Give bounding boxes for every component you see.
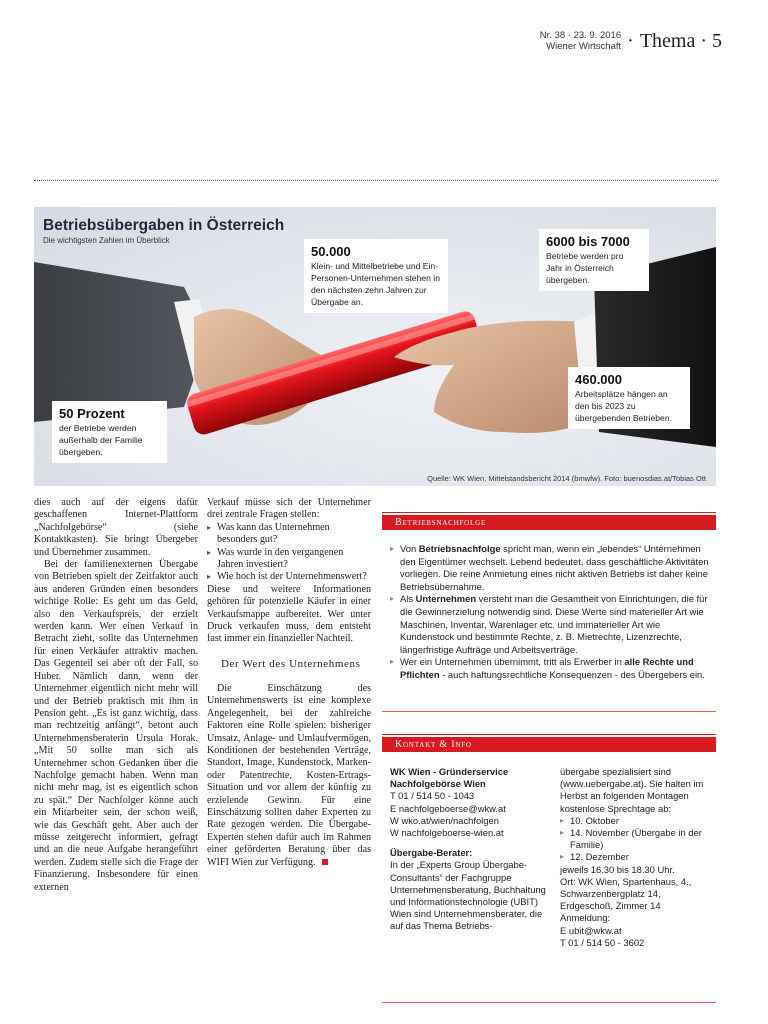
article-subheading: Der Wert des Unternehmens: [221, 657, 361, 670]
callout-50000: [304, 239, 448, 313]
list-item: ▸ Wie hoch ist der Unternehmenswert?: [207, 571, 371, 583]
callout-figure: 50.000: [311, 244, 351, 259]
article-paragraph: Verkauf müsse sich der Unternehmer drei zentrale Fragen stellen:: [207, 497, 371, 521]
list-item: ▸ 12. Dezember: [560, 851, 716, 863]
masthead: [540, 30, 722, 52]
callout-figure: 460.000: [575, 372, 622, 387]
article-column-1: [34, 497, 198, 894]
article-paragraph: Bei der familienexternen Übergabe von Betrieben spielt der Zeitfaktor auch aus anderen Gründen einen besonders wichtige Rolle: Es geht um das Geld, also den Verkaufspreis, der erzielt werden kann. Wer einen Verkauf in Betracht zieht, sollte das Unternehmen für einen Verkäufer attraktiv machen. Das Gegenteil sei aber oft der Fall, so Huber. Nämlich dann, wenn der Unternehmer eigentlich nicht mehr will und der Betrieb praktisch mit ihm in Pension geht. „Es ist ganz wichtig, dass man rechtzeitig anfängt“, betont auch Unternehmensberaterin Ursula Horak. „Mit 50 sollte man sich als Unternehmer schon Gedanken über die Nachfolge gemacht haben. Wenn man nicht mehr mag, ist es eigentlich schon zu spät.“ Der Nachfolger könne auch ein Mitarbeiter sein, der schon weiß, wie das Geschäft geht. Aber auch der müsse zeitgerecht informiert, gefragt und an die neue Aufgabe herangeführt werden. Zudem stelle sich die Frage der Finanzierung. Insbesondere für einen externen: [34, 559, 198, 893]
callout-text: Arbeitsplätze hängen an den bis 2023 zu übergebenden Betrieben.: [575, 389, 672, 423]
website-link[interactable]: W nachfolgeboerse-wien.at: [390, 827, 504, 839]
box-bottom-rule: [382, 1002, 716, 1003]
box-top-rule: [382, 512, 716, 513]
kontakt-heading: Kontakt & Info: [382, 737, 716, 752]
callout-text: Betriebe werden pro Jahr in Österreich übergeben.: [546, 251, 624, 285]
list-item: [390, 593, 712, 656]
issue-meta: [540, 30, 621, 52]
end-of-article-marker: [322, 859, 328, 865]
sprechtage-text: übergabe spezialisiert sind (www.uebergabe.at). Sie halten im Herbst an folgenden Montagen kostenlose Sprechtage ab:: [560, 766, 704, 814]
list-item: ▸ 10. Oktober: [560, 815, 716, 827]
masthead-separator: ·: [627, 30, 634, 52]
item-text: versteht man die Gesamtheit von Einrichtungen, die für die Gewinnerzielung notwendig sind. Diese Werte sind materieller Art wie Maschinen, Inventar, Warenlager etc. und immaterieller Art wie Kundenstock und bestimmte Rechte, z. B. Mietrechte, Lizenzrechte, längerfristige Aufträge und Arbeitsverträge.: [400, 593, 708, 655]
item-text: Als: [400, 593, 416, 605]
betriebsnachfolge-heading: Betriebsnachfolge: [382, 515, 716, 530]
infographic-title: Betriebsübergaben in Österreich: [43, 217, 285, 234]
callout-figure: 50 Prozent: [59, 406, 125, 421]
kontakt-column-2: [560, 766, 716, 949]
website-link[interactable]: W wko.at/wien/nachfolgen: [390, 814, 499, 826]
item-text: Von: [400, 543, 419, 554]
email-link[interactable]: E nachfolgeboerse@wkw.at: [390, 802, 506, 814]
registration-label: Anmeldung:: [560, 912, 611, 924]
callout-6000-7000: [539, 229, 649, 291]
list-item: ▸ 14. November (Übergabe in der Familie): [560, 827, 716, 851]
question-list: [207, 522, 371, 584]
org-name: WK Wien - Gründerservice: [390, 766, 509, 777]
section-page-label: Thema · 5: [639, 30, 722, 52]
item-keyword: Betriebsnachfolge: [418, 543, 501, 554]
list-item: [390, 543, 712, 593]
callout-text: der Betriebe werden außerhalb der Familie übergeben.: [59, 423, 143, 457]
dotted-divider: [34, 180, 716, 181]
phone-number: T 01 / 514 50 - 1043: [390, 790, 475, 802]
time-text: jeweils 16.30 bis 18.30 Uhr.: [560, 863, 675, 875]
list-item: ▸ Was wurde in den vergangenen Jahren investiert?: [207, 547, 371, 572]
item-keyword: Unternehmen: [415, 593, 477, 605]
list-item: ▸ Was kann das Unternehmen besonders gut?: [207, 522, 371, 547]
callout-text: Klein- und Mittelbetriebe und Ein-Personen-Unternehmen stehen in den nächsten zehn Jahren zur Übergabe an.: [311, 261, 440, 307]
spacer: [390, 839, 550, 847]
paragraph-text: Die Einschätzung des Unternehmenswerts ist eine komplexe Angelegenheit, bei der zahlreiche Faktoren eine Rolle spielen: bisheriger Umsatz, Anlage- und Umlaufvermögen, Konditionen der bestehenden Verträge, Standort, Image, Kundenstock, Marken- oder Patentrechte, Kosten-Ertrags-Situation und vor allem der künftig zu erzielende Gewinn. Für eine Einschätzung sollten daher Experten zu Rate gezogen werden. Die Übergabe-Experten stehen dafür auch im Rahmen einer geförderten Beratung über das WIFI Wien zur Verfügung.: [207, 682, 371, 868]
article-paragraph: dies auch auf der eigens dafür geschaffenen Internet-Plattform „Nachfolgebörse“ (siehe Kontaktkasten). Sie bringt Übergeber und Übernehmer zusammen.: [34, 497, 198, 558]
registration-email[interactable]: E ubit@wkw.at: [560, 924, 622, 936]
callout-460000: [568, 367, 690, 429]
infographic: [34, 207, 716, 486]
issue-number: Nr. 38 · 23. 9. 2016: [539, 30, 622, 41]
item-text: - auch haftungsrechtliche Konsequenzen - des Übergebers ein.: [439, 668, 705, 680]
article-paragraph: Diese und weitere Informationen gehören für potenzielle Käufer in einer Verkaufsmappe aufbereitet. Wer unter Druck verkaufen muss, dem entsteht fast immer ein finanzieller Nachteil.: [207, 583, 371, 645]
item-keyword: alle Rechte und Pflichten: [400, 656, 694, 680]
item-text: spricht man, wenn ein „lebendes“ Unternehmen den Eigentümer wechselt. Lebend bedeutet, dass geschäftliche Aktivitäten vorliegen. Die reine Anmietung eines nicht aktiven Betriebs ist daher keine Betriebsübernahme.: [400, 543, 709, 592]
source-credit: Quelle: WK Wien, Mittelstandsbericht 2014 (bmwfw). Foto: buenosdias.at/Tobias Ott: [427, 474, 706, 483]
berater-title: Übergabe-Berater:: [390, 847, 473, 859]
kontakt-column-1: [390, 766, 550, 933]
definition-list: [390, 543, 712, 682]
infographic-subtitle: Die wichtigsten Zahlen im Überblick: [43, 236, 170, 245]
org-subname: Nachfolgebörse Wien: [390, 778, 486, 790]
box-bottom-rule: [382, 711, 716, 712]
date-list: [560, 815, 716, 864]
box-top-rule: [382, 734, 716, 735]
list-item: [390, 656, 712, 681]
place-text: Ort: WK Wien, Spartenhaus, 4., Schwarzenbergplatz 14, Erdgeschoß, Zimmer 14: [560, 875, 692, 912]
callout-figure: 6000 bis 7000: [546, 234, 630, 249]
publication-name: Wiener Wirtschaft: [546, 41, 622, 52]
article-column-2: [207, 497, 371, 869]
betriebsnachfolge-box: [390, 543, 712, 682]
article-paragraph: [207, 683, 371, 869]
berater-text: In der „Experts Group Übergabe-Consultants“ der Fachgruppe Unternehmensberatung, Buchhaltung und Informationstechnologie (UBIT) Wien sind Unternehmensberater, die auf das Thema Betriebs-: [390, 859, 546, 932]
registration-phone: T 01 / 514 50 - 3602: [560, 936, 645, 948]
item-text: Wer ein Unternehmen übernimmt, tritt als Erwerber in: [400, 656, 625, 668]
callout-50-prozent: [52, 401, 167, 463]
